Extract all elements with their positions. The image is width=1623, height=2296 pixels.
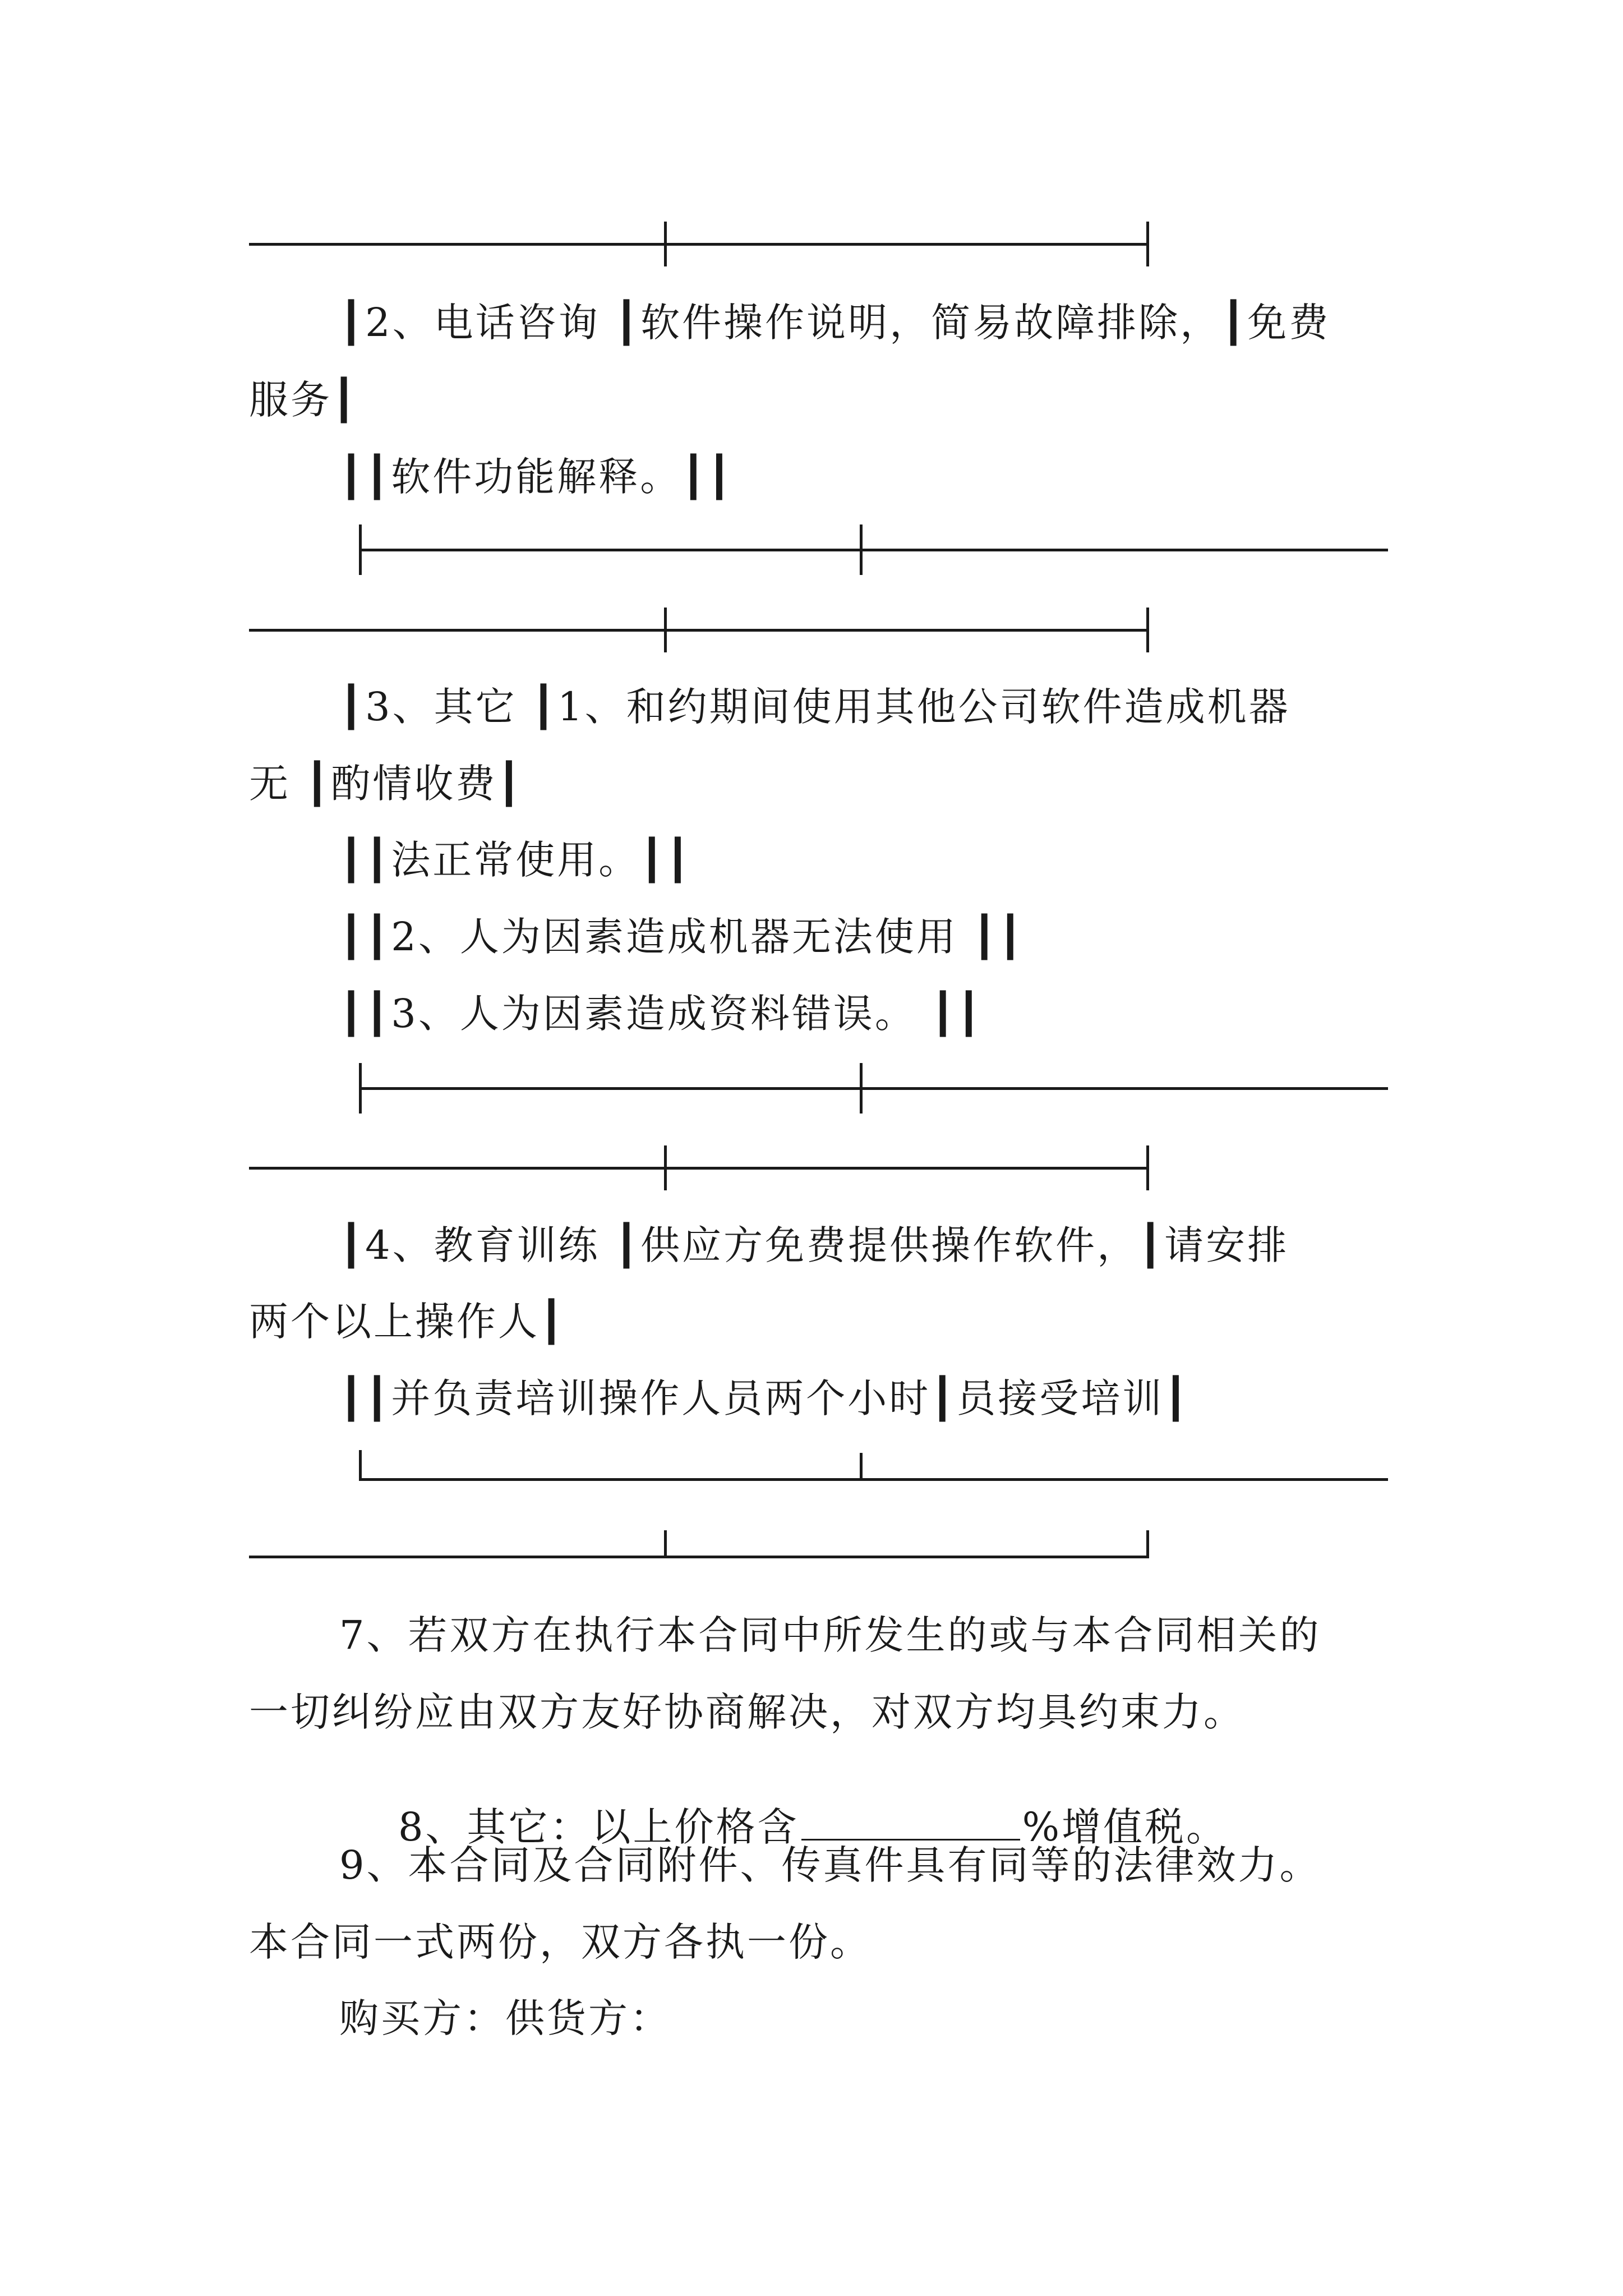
clause-9-line: 9、本合同及合同附件、传真件具有同等的法律效力。 xyxy=(339,1842,1321,1888)
table-row-line: 两个以上操作人┃ xyxy=(249,1299,566,1345)
table-rule xyxy=(359,549,1388,551)
table-row-line: ┃┃3、人为因素造成资料错误。 ┃┃ xyxy=(339,991,983,1037)
table-rule-tick xyxy=(860,1453,863,1481)
table-rule-tick xyxy=(664,608,667,652)
table-rule-tick xyxy=(664,222,667,266)
table-row-line: ┃┃2、人为因素造成机器无法使用 ┃┃ xyxy=(339,914,1025,960)
table-rule-tick xyxy=(1146,1530,1149,1558)
table-rule xyxy=(249,1167,1149,1170)
table-rule-tick xyxy=(1146,1145,1149,1190)
table-row-line: 无 ┃酌情收费┃ xyxy=(249,761,523,807)
table-rule-tick xyxy=(664,1145,667,1190)
clause-8-prefix: 8、其它：以上价格含 xyxy=(398,1804,799,1850)
table-rule-tick xyxy=(1146,222,1149,266)
table-rule-tick xyxy=(860,524,863,575)
table-row-line: ┃2、电话咨询 ┃软件操作说明，简易故障排除，┃免费 xyxy=(339,300,1331,346)
table-rule xyxy=(249,243,1149,246)
table-row-line: ┃3、其它 ┃1、和约期间使用其他公司软件造成机器 xyxy=(339,684,1290,730)
clause-7-line: 一切纠纷应由双方友好协商解决，对双方均具约束力。 xyxy=(249,1689,1245,1735)
table-rule-tick xyxy=(860,1063,863,1114)
table-rule xyxy=(249,1556,1149,1558)
table-rule-tick xyxy=(1146,608,1149,652)
clause-7-line: 7、若双方在执行本合同中所发生的或与本合同相关的 xyxy=(339,1612,1321,1658)
table-row-line: ┃┃软件功能解释。┃┃ xyxy=(339,454,734,500)
table-row-line: ┃┃并负责培训操作人员两个小时┃员接受培训┃ xyxy=(339,1375,1190,1421)
table-row-line: ┃4、教育训练 ┃供应方免费提供操作软件，┃请安排 xyxy=(339,1222,1289,1268)
table-rule-tick xyxy=(664,1530,667,1558)
table-row-line: ┃┃法正常使用。┃┃ xyxy=(339,837,692,883)
table-rule-tick xyxy=(359,1450,362,1481)
table-rule xyxy=(249,629,1149,632)
vat-rate-blank xyxy=(801,1839,1020,1841)
table-row-line: 服务┃ xyxy=(249,377,358,423)
clause-9-line: 本合同一式两份，双方各执一份。 xyxy=(249,1919,872,1965)
table-rule xyxy=(359,1087,1388,1090)
signature-line: 购买方：供货方： xyxy=(339,1995,671,2041)
clause-8-suffix: %增值税。 xyxy=(1022,1804,1228,1850)
table-rule xyxy=(359,1478,1388,1481)
